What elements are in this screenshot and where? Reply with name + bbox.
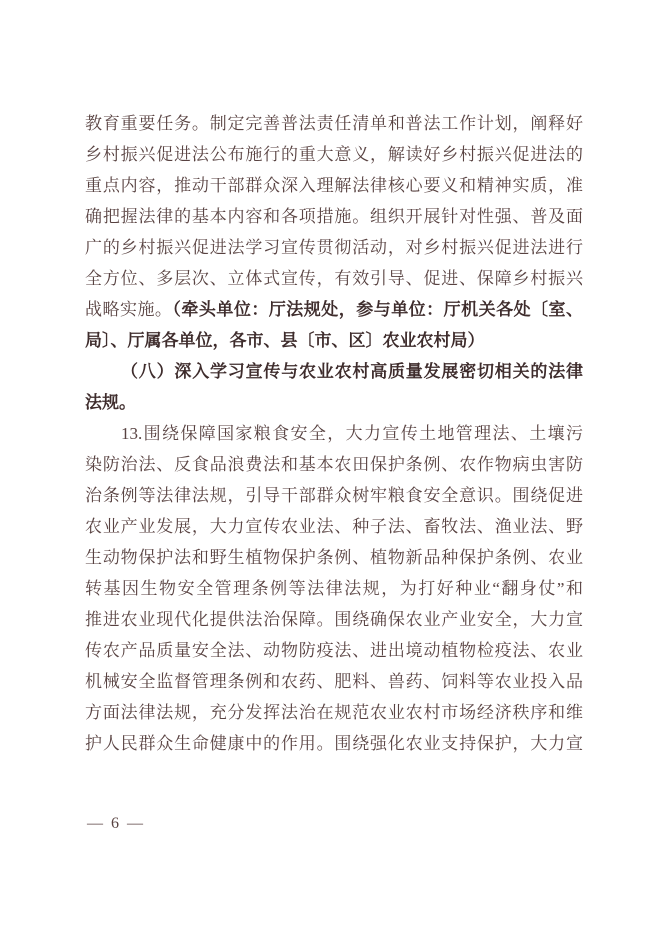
bold-text-segment: （牵头单位：厅法规处，参与单位：厅机关各处〔室、 [172,300,583,319]
text-line [85,108,583,139]
text-line [85,294,583,325]
text-segment: 方面法律法规，充分发挥法治在规范农业农村市场经济秩序和维 [85,703,583,722]
text-line [85,387,583,418]
text-segment: 农业产业发展，大力宣传农业法、种子法、畜牧法、渔业法、野 [85,517,583,536]
text-line [85,573,583,604]
text-line [85,449,583,480]
text-line [85,666,583,697]
text-segment: 传农产品质量安全法、动物防疫法、进出境动植物检疫法、农业 [85,641,583,660]
text-line [85,263,583,294]
text-segment: 治条例等法律法规，引导干部群众树牢粮食安全意识。围绕促进 [85,486,583,505]
text-line [85,356,583,387]
text-line [85,232,583,263]
document-body [85,108,583,759]
text-line [85,480,583,511]
text-line [85,170,583,201]
text-segment: 广的乡村振兴促进法学习宣传贯彻活动，对乡村振兴促进法进行 [85,238,583,257]
text-line [85,325,583,356]
text-line [85,728,583,759]
bold-text-segment: 法规。 [85,393,136,412]
text-segment: 全方位、多层次、立体式宣传，有效引导、促进、保障乡村振兴 [85,269,583,288]
text-line [85,201,583,232]
page-number: — 6 — [87,815,145,832]
text-segment: 护人民群众生命健康中的作用。围绕强化农业支持保护，大力宣 [85,734,583,753]
text-segment: 染防治法、反食品浪费法和基本农田保护条例、农作物病虫害防 [85,455,583,474]
text-segment: 13.围绕保障国家粮食安全，大力宣传土地管理法、土壤污 [121,424,583,443]
text-segment: 生动物保护法和野生植物保护条例、植物新品种保护条例、农业 [85,548,583,567]
text-line [85,139,583,170]
text-line [85,418,583,449]
text-line [85,604,583,635]
text-line [85,697,583,728]
text-segment: 推进农业现代化提供法治保障。围绕确保农业产业安全，大力宣 [85,610,583,629]
text-line [85,542,583,573]
text-line [85,635,583,666]
bold-text-segment: 局〕、厅属各单位，各市、县〔市、区〕农业农村局） [85,331,485,350]
text-line [85,511,583,542]
text-segment: 重点内容，推动干部群众深入理解法律核心要义和精神实质，准 [85,176,583,195]
text-segment: 确把握法律的基本内容和各项措施。组织开展针对性强、普及面 [85,207,583,226]
bold-text-segment: （八）深入学习宣传与农业农村高质量发展密切相关的法律 [121,362,583,381]
text-segment: 乡村振兴促进法公布施行的重大意义，解读好乡村振兴促进法的 [85,145,583,164]
text-segment: 战略实施。 [85,300,173,319]
text-segment: 教育重要任务。制定完善普法责任清单和普法工作计划，阐释好 [85,114,583,133]
text-segment: 转基因生物安全管理条例等法律法规，为打好种业“翻身仗”和 [85,579,583,598]
text-segment: 机械安全监督管理条例和农药、肥料、兽药、饲料等农业投入品 [85,672,583,691]
